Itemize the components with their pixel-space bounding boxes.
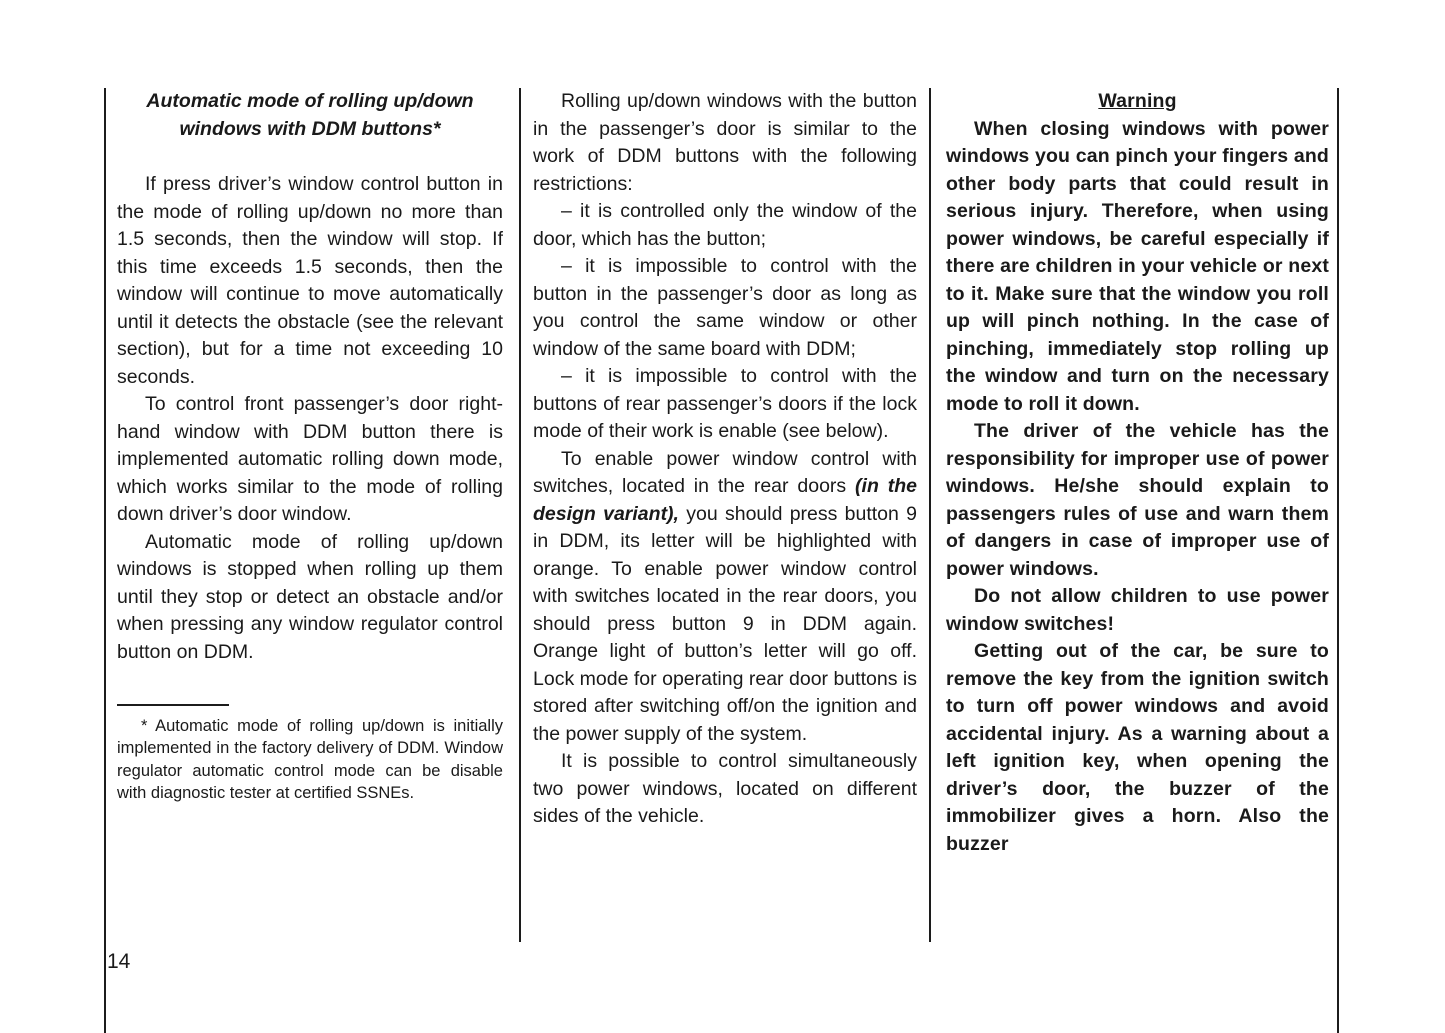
column-divider-2 [929,88,931,942]
column-1 [117,88,503,954]
column-2 [533,88,917,954]
page-left-border-line [104,88,106,1033]
list-item-dash: – it is impossible to control with the button in the passenger’s door as long as you control the same window or other window of the same board with DDM; [533,255,917,360]
paragraph: If press driver’s window control button in the mode of rolling up/down no more than 1.5 seconds, then the window will stop. If this time exceeds 1.5 seconds, then the window will continue to move automatically until it detects the obstacle (see the relevant section), but for a time not exceeding 10 seconds. [117,173,503,388]
paragraph: Rolling up/down windows with the button in the passenger’s door is similar to the work of DDM buttons with the following restrictions: [533,90,917,195]
column-divider-1 [519,88,521,942]
warning-paragraph: Getting out of the car, be sure to remove the key from the ignition switch to turn off power windows and avoid accidental injury. As a warning about a left ignition key, when opening the driver’s door, the buzzer of the immobilizer gives a horn. Also the buzzer [946,640,1329,855]
paragraph-text: you should press button 9 in DDM, its letter will be highlighted with orange. To enable power window control with switches located in the rear doors, you should press button 9 in DDM again. Orange light of button’s letter will go off. Lock mode for operating rear door buttons is stored after switching off/on the ignition and the power supply of the system. [533,502,917,745]
paragraph-text: To enable power window control with switches, located in the rear doors [533,447,917,497]
page-right-border-line [1337,88,1339,1033]
paragraph: Automatic mode of rolling up/down windows is stopped when rolling up them until they stop or detect an obstacle and/or when pressing any window regulator control button on DDM. [117,530,503,663]
emphasis-text: (in the design variant), [533,475,917,525]
section-heading: Automatic mode of rolling up/down windows with DDM buttons* [146,90,474,140]
paragraph-with-emphasis [533,446,917,749]
footnote-text: * Automatic mode of rolling up/down is initially implemented in the factory delivery of DDM. Window regulator automatic control mode can be disable with diagnostic tester at certified SSNEs. [117,717,503,803]
paragraph: To control front passenger’s door right-hand window with DDM button there is implemented automatic rolling down mode, which works similar to the mode of rolling down driver’s door window. [117,393,503,525]
warning-heading [946,88,1329,116]
list-item-dash: – it is impossible to control with the buttons of rear passenger’s doors if the lock mode of their work is enable (see below). [533,365,917,442]
paragraph: It is possible to control simultaneously two power windows, located on different sides of the vehicle. [533,750,917,827]
warning-paragraph: Do not allow children to use power window switches! [946,585,1329,635]
list-item-dash: – it is controlled only the window of the door, which has the button; [533,200,917,250]
footnote-block [117,704,503,805]
page-number: 14 [107,950,131,973]
warning-paragraph: When closing windows with power windows you can pinch your fingers and other body parts that could result in serious injury. Therefore, when using power windows, be careful especially if there are children in your vehicle or next to it. Make sure that the window you roll up will pinch nothing. In the case of pinching, immediately stop rolling up the window and turn on the necessary mode to roll it down. [946,117,1329,415]
warning-paragraph: The driver of the vehicle has the responsibility for improper use of power windows. He/she should explain to passengers rules of use and warn them of dangers in case of improper use of power windows. [946,420,1329,580]
column-3 [946,88,1329,942]
warning-heading-text: Warning [1098,90,1177,112]
footnote-rule [117,704,229,706]
